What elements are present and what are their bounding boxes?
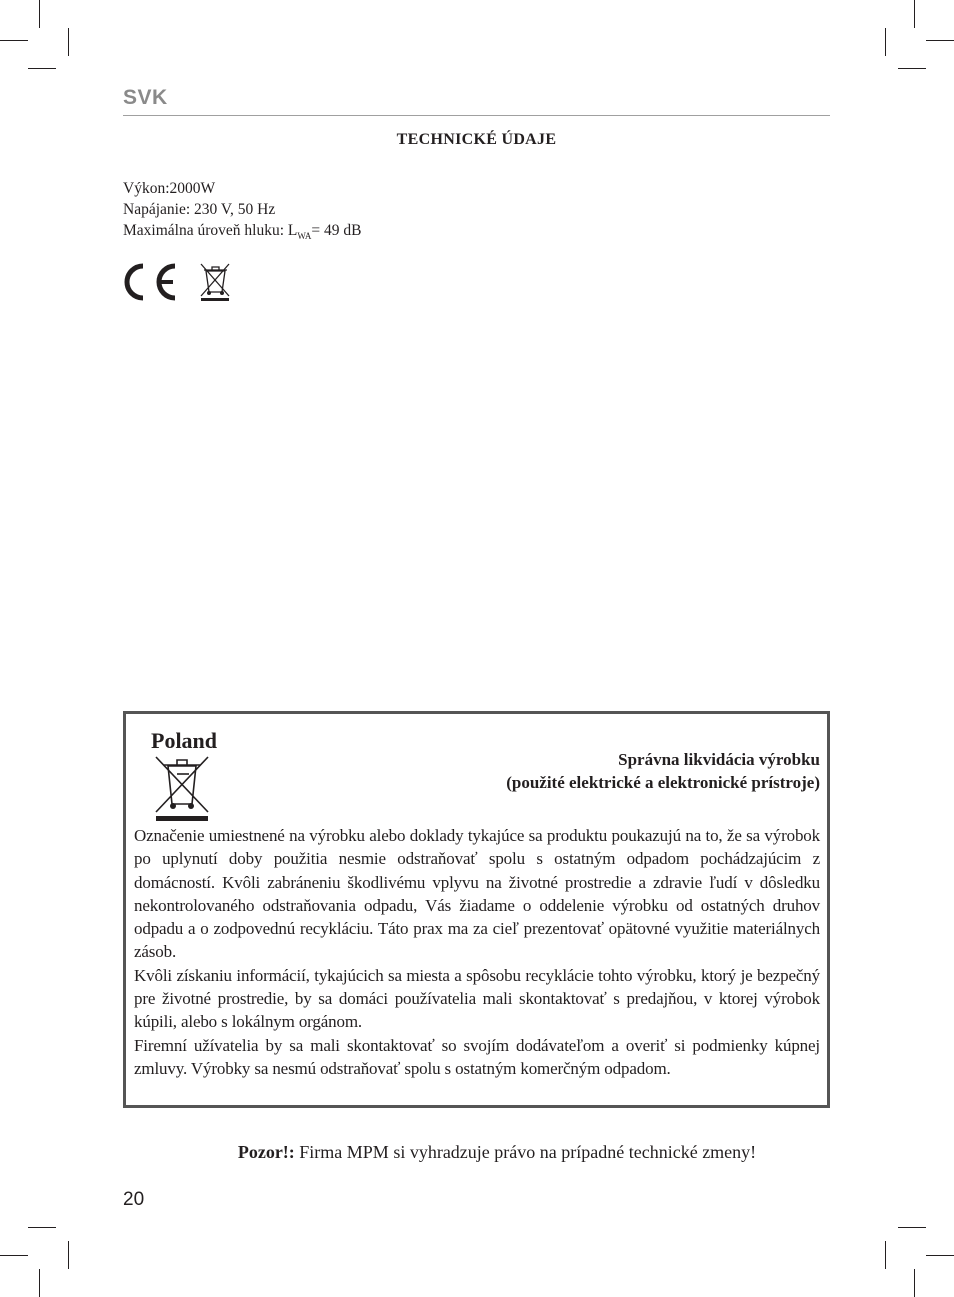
disposal-title: Správna likvidácia výrobku (použité elektrické a elektronické prístroje) (506, 750, 820, 792)
crop-mark (68, 28, 69, 56)
disposal-body (134, 824, 820, 1080)
technical-changes-notice: Pozor!: Firma MPM si vyhradzuje právo na prípadné technické zmeny! (237, 1142, 757, 1162)
crop-mark (28, 68, 56, 69)
crop-mark (28, 1227, 56, 1228)
crop-mark (926, 1255, 954, 1256)
disposal-notice-box (123, 711, 830, 1108)
crop-mark (898, 68, 926, 69)
weee-crossed-bin-icon (153, 754, 211, 824)
crop-mark (39, 0, 40, 28)
disposal-paragraph: Kvôli získaniu informácií, tykajúcich sa miesta a spôsobu recyklácie tohto výrobku, ktorý je bezpečný pre životné prostredie, by sa domáci používatelia mali skontaktovať s predajňou, v ktorej výrobok kúpili, alebo s lokálnym orgánom. (134, 965, 820, 1032)
crop-mark (926, 40, 954, 41)
section-title: TECHNICKÉ ÚDAJE (396, 131, 557, 148)
crop-mark (898, 1227, 926, 1228)
crop-mark (0, 40, 28, 41)
ce-mark-icon (123, 262, 181, 302)
spec-noise: Maximálna úroveň hluku: $L_{WA}= 49$ dB (123, 222, 362, 241)
spec-power: Výkon:2000W (123, 180, 216, 197)
header-rule (123, 115, 830, 116)
crop-mark (0, 1255, 28, 1256)
disposal-paragraph: Firemní užívatelia by sa mali skontaktovať so svojím dodávateľom a overiť si podmienky kúpnej zmluvy. Výrobky sa nesmú odstraňovať spolu s ostatným komerčným odpadom. (134, 1035, 820, 1078)
crop-mark (885, 28, 886, 56)
spec-list (123, 178, 361, 247)
spec-supply: Napájanie: 230 V, 50 Hz (123, 201, 276, 218)
crop-mark (885, 1241, 886, 1269)
crop-mark (39, 1269, 40, 1297)
weee-crossed-bin-icon (198, 262, 232, 302)
disposal-paragraph: Označenie umiestnené na výrobku alebo doklady tykajúce sa produktu poukazujú na to, že sa výrobok po uplynutí doby použitia nesmie odstraňovať spolu s ostatným odpadom pochádzajúcim z domácností. Kvôli zabráneniu škodlivému vplyvu na životné prostredie a zdravie ľudí v dôsledku nekontrolovaného odstraňovania odpadu, Vás žiadame o oddelenie výrobku od ostatných druhov odpadu a o zodpovednú recykláciu. Táto prax ma za cieľ prezentovať opätovné využitie materiálnych zásob. (134, 826, 820, 962)
crop-mark (68, 1241, 69, 1269)
country-label: Poland (151, 728, 218, 753)
language-code: SVK (123, 86, 168, 109)
page-number: 20 (123, 1189, 145, 1210)
crop-mark (914, 1269, 915, 1297)
crop-mark (914, 0, 915, 28)
